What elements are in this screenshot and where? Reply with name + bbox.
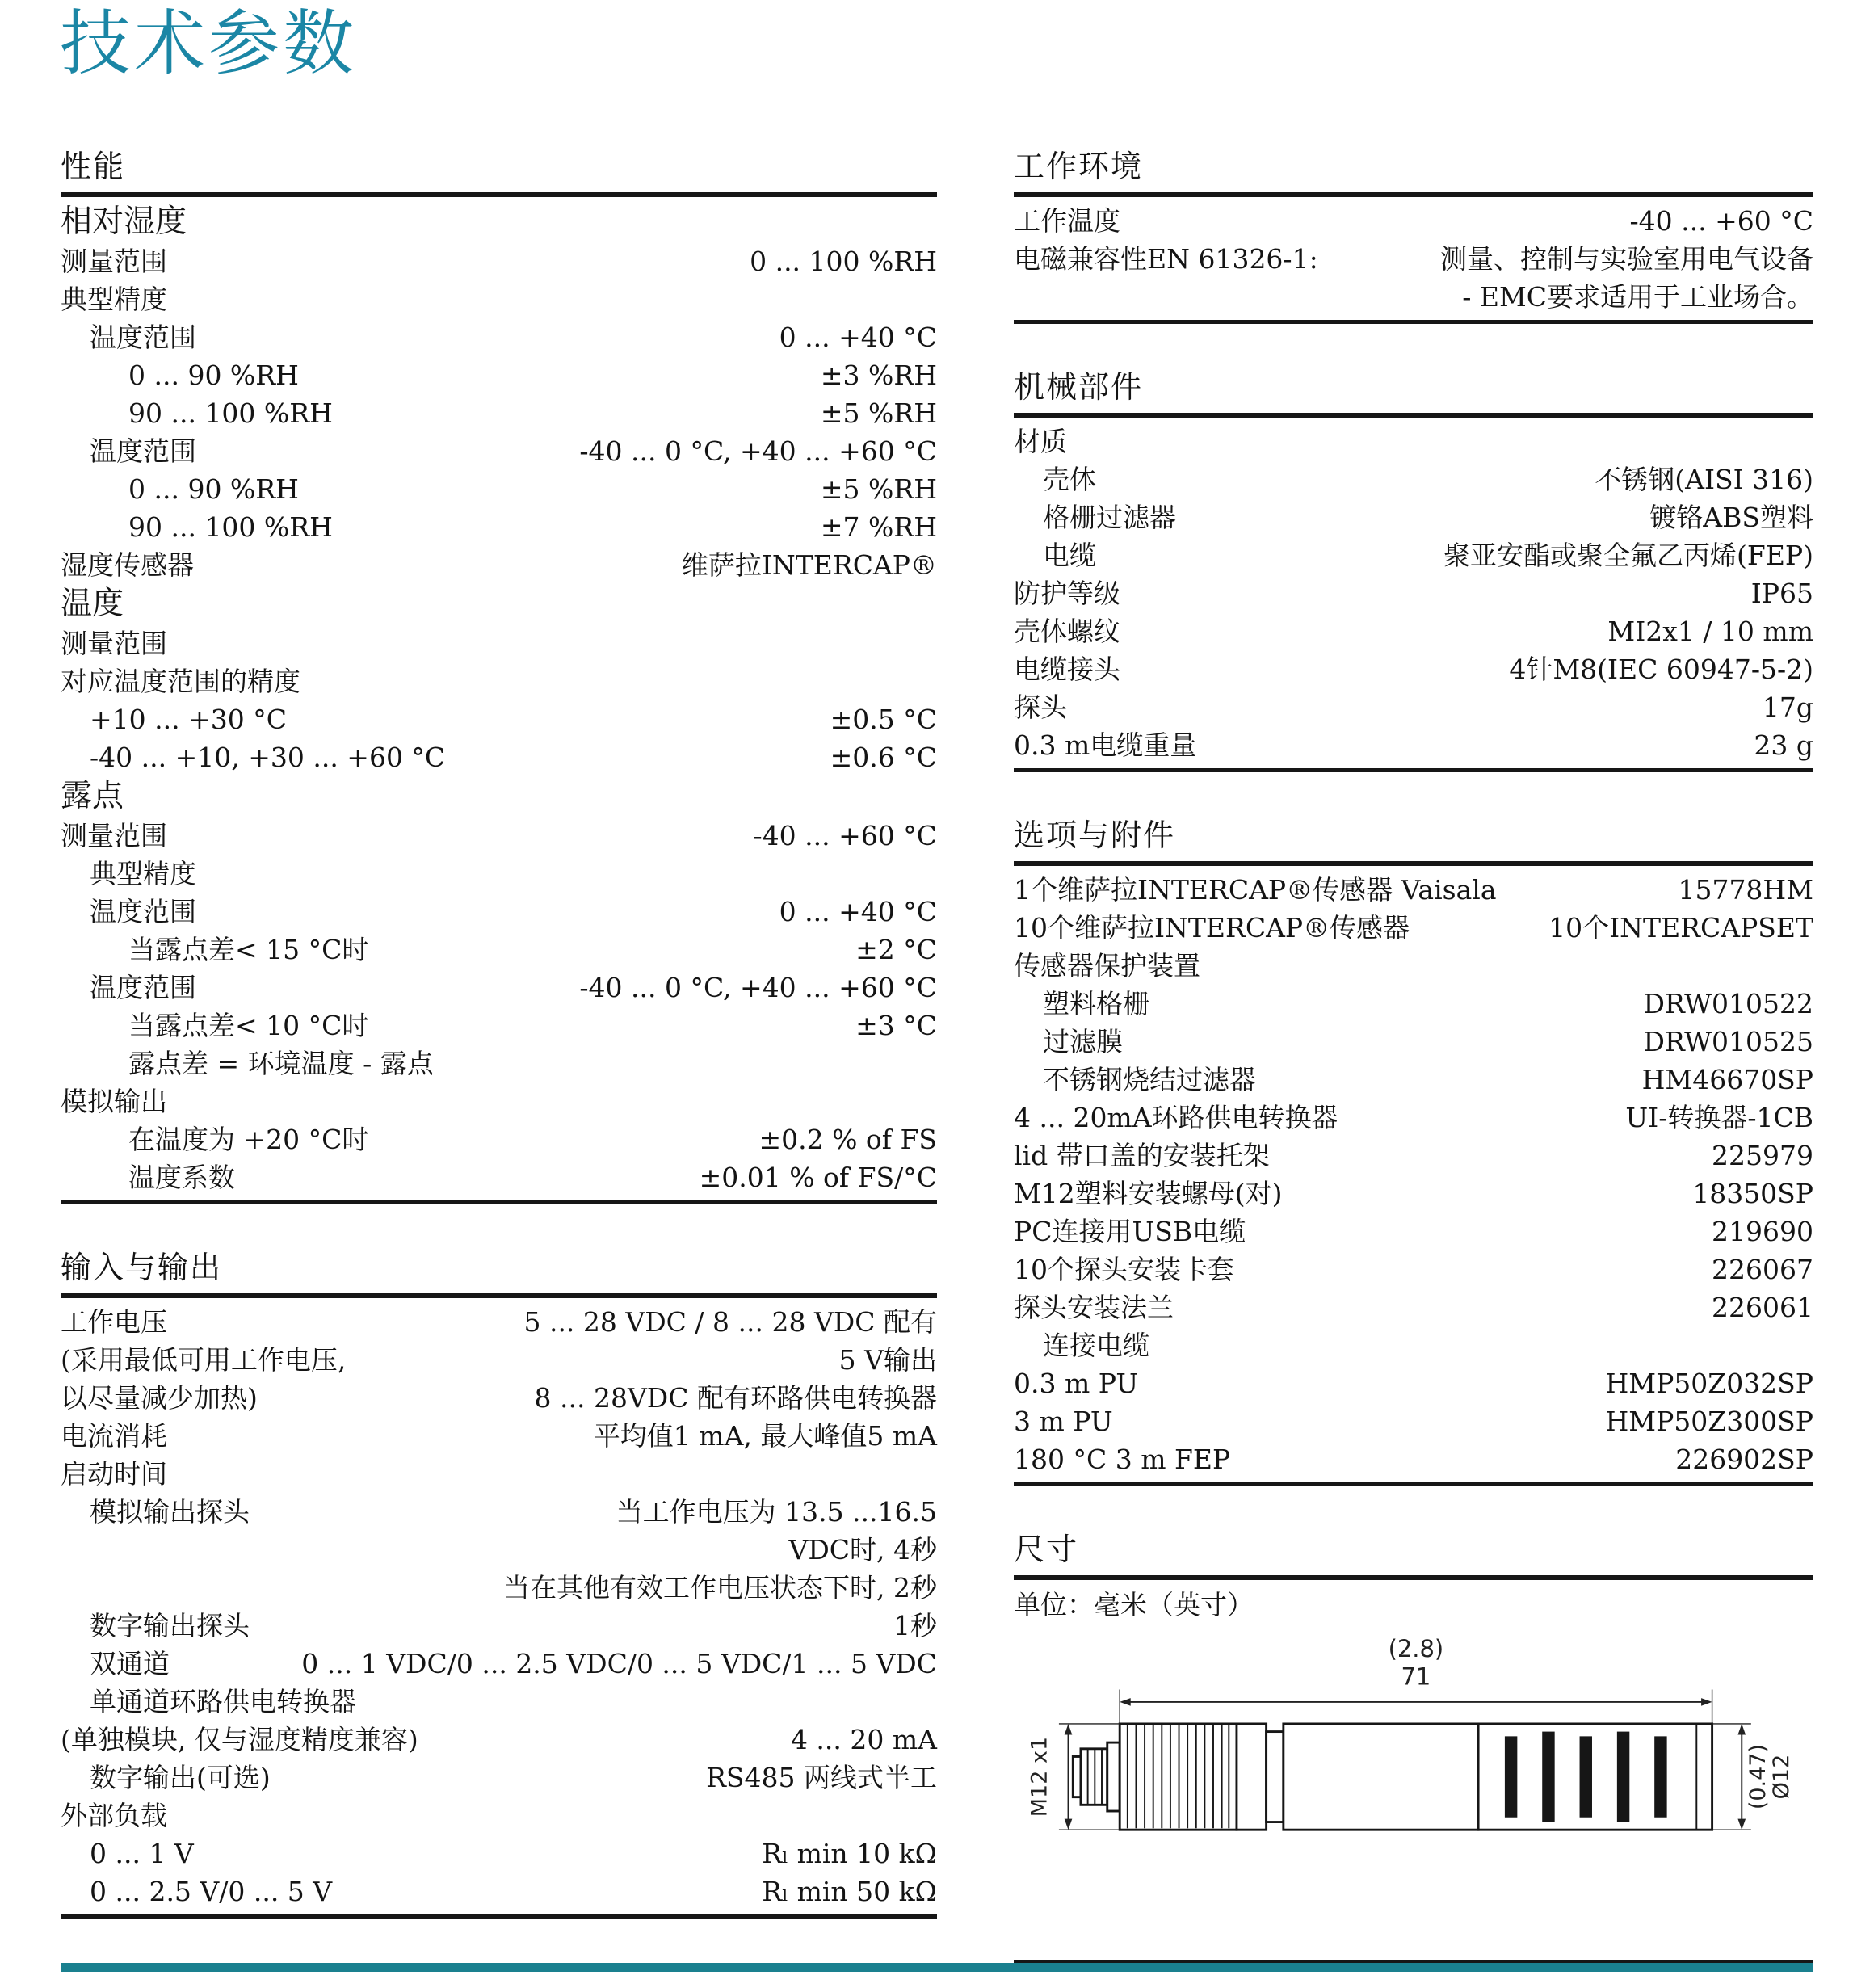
spec-value: 1秒 xyxy=(893,1610,937,1641)
spec-label: 测量范围 xyxy=(61,628,167,659)
spec-row xyxy=(61,1379,937,1417)
spec-label: 测量范围 xyxy=(61,246,167,277)
spec-row xyxy=(1014,909,1813,947)
spec-label: 壳体 xyxy=(1043,464,1096,495)
spec-label: -40 ... +10, +30 ... +60 °C xyxy=(90,742,446,773)
spec-row xyxy=(61,1721,937,1759)
spec-row xyxy=(61,202,937,242)
spec-section xyxy=(1014,811,1813,1486)
spec-value: 镀铬ABS塑料 xyxy=(1649,502,1813,533)
spec-value: ±5 %RH xyxy=(820,397,937,429)
spec-label: 90 ... 100 %RH xyxy=(128,397,333,429)
spec-label: 在温度为 +20 °C时 xyxy=(128,1124,369,1155)
spec-label: 4 ... 20mA环路供电转换器 xyxy=(1014,1102,1338,1133)
spec-label: 电磁兼容性EN 61326-1: xyxy=(1014,243,1318,275)
spec-row xyxy=(61,1455,937,1493)
spec-label: 电缆接头 xyxy=(1014,654,1120,685)
spec-row xyxy=(61,470,937,508)
right-column xyxy=(1014,142,1813,1988)
spec-row xyxy=(61,242,937,280)
spec-label: 0 ... 2.5 V/0 ... 5 V xyxy=(90,1876,333,1907)
spec-label: 外部负载 xyxy=(61,1800,167,1831)
section-heading: 尺寸 xyxy=(1014,1532,1079,1567)
spec-value: -40 ... +60 °C xyxy=(1629,205,1813,237)
dimensions-section xyxy=(1014,1525,1813,1964)
heading-rule xyxy=(61,192,937,197)
spec-value: 4针M8(IEC 60947-5-2) xyxy=(1509,654,1813,685)
spec-value: 测量、控制与实验室用电气设备 xyxy=(1440,243,1813,275)
spec-label: PC连接用USB电缆 xyxy=(1014,1216,1246,1247)
spec-value: ±2 °C xyxy=(855,934,937,965)
spec-label: 湿度传感器 xyxy=(61,549,194,581)
spec-value: Rₗ min 50 kΩ xyxy=(762,1876,937,1907)
spec-label: 10个维萨拉INTERCAP®传感器 xyxy=(1014,912,1410,944)
spec-label: 塑料格栅 xyxy=(1043,988,1149,1019)
spec-label: 露点 xyxy=(61,778,124,814)
section-end-rule xyxy=(1014,1482,1813,1486)
spec-label: 当露点差< 10 °C时 xyxy=(128,1010,369,1041)
spec-row xyxy=(61,624,937,662)
spec-value: IP65 xyxy=(1750,578,1813,609)
spec-label: 0 ... 90 %RH xyxy=(128,359,299,391)
spec-row xyxy=(61,700,937,738)
spec-label: M12塑料安装螺母(对) xyxy=(1014,1178,1283,1209)
left-column xyxy=(61,142,937,1957)
spec-row xyxy=(61,1158,937,1196)
spec-value: -40 ... 0 °C, +40 ... +60 °C xyxy=(579,435,937,467)
spec-label: 数字输出探头 xyxy=(90,1610,250,1641)
section-end-rule xyxy=(61,1914,937,1919)
section-end-rule xyxy=(1014,768,1813,772)
spec-label: 温度范围 xyxy=(90,435,196,467)
spec-label: 典型精度 xyxy=(61,284,167,315)
spec-value: 维萨拉INTERCAP® xyxy=(681,549,937,581)
spec-row xyxy=(61,1044,937,1082)
spec-value: UI-转换器-1CB xyxy=(1625,1102,1813,1133)
section-end-rule xyxy=(1014,320,1813,324)
spec-row xyxy=(61,776,937,817)
spec-value: 0 ... 100 %RH xyxy=(750,246,937,277)
spec-value: -40 ... 0 °C, +40 ... +60 °C xyxy=(579,972,937,1003)
spec-label: 工作温度 xyxy=(1014,205,1120,237)
section-heading: 输入与输出 xyxy=(61,1250,223,1285)
spec-value: DRW010522 xyxy=(1643,988,1813,1019)
spec-section xyxy=(1014,142,1813,324)
spec-label: +10 ... +30 °C xyxy=(90,704,287,735)
spec-row xyxy=(1014,650,1813,688)
spec-section xyxy=(61,1243,937,1919)
spec-value: ±0.5 °C xyxy=(830,704,937,735)
spec-value: 226902SP xyxy=(1675,1444,1813,1475)
section-heading: 机械部件 xyxy=(1014,369,1144,405)
spec-row xyxy=(61,1645,937,1683)
spec-value: 15778HM xyxy=(1678,874,1813,906)
spec-row xyxy=(1014,1023,1813,1061)
spec-row xyxy=(1014,422,1813,460)
spec-row xyxy=(61,1417,937,1455)
spec-row xyxy=(1014,1326,1813,1364)
spec-label: 连接电缆 xyxy=(1043,1330,1149,1361)
dim-length-mm: 71 xyxy=(1401,1662,1431,1691)
page-title: 技术参数 xyxy=(60,2,358,85)
spec-value: VDC时, 4秒 xyxy=(788,1534,937,1566)
spec-value: ±3 %RH xyxy=(820,359,937,391)
spec-value: 当工作电压为 13.5 ...16.5 xyxy=(616,1496,937,1528)
spec-value: HM46670SP xyxy=(1641,1064,1813,1095)
dim-thread-label: M12 x1 xyxy=(1027,1736,1053,1818)
right-column-sections xyxy=(1014,142,1813,1486)
spec-value: 平均值1 mA, 最大峰值5 mA xyxy=(593,1420,937,1452)
spec-label: 10个探头安装卡套 xyxy=(1014,1254,1234,1285)
spec-row xyxy=(1014,985,1813,1023)
spec-label: 壳体螺纹 xyxy=(1014,616,1120,647)
spec-row xyxy=(1014,278,1813,316)
two-column-layout xyxy=(61,142,1813,1988)
spec-value: - EMC要求适用于工业场合。 xyxy=(1462,281,1813,313)
spec-value: RS485 两线式半工 xyxy=(706,1762,937,1793)
spec-label: 格栅过滤器 xyxy=(1043,502,1176,533)
section-end-rule xyxy=(61,1200,937,1204)
heading-rule xyxy=(1014,861,1813,866)
spec-value: 当在其他有效工作电压状态下时, 2秒 xyxy=(503,1572,937,1603)
spec-value: 23 g xyxy=(1754,729,1813,761)
spec-row xyxy=(61,356,937,394)
spec-row xyxy=(61,1569,937,1607)
spec-section xyxy=(1014,363,1813,772)
spec-label: 传感器保护装置 xyxy=(1014,950,1200,981)
spec-row xyxy=(1014,688,1813,726)
spec-row xyxy=(1014,240,1813,278)
spec-row xyxy=(1014,1099,1813,1137)
spec-row xyxy=(61,318,937,356)
probe-dimension-drawing xyxy=(1014,1633,1813,1945)
spec-label: 双通道 xyxy=(90,1648,170,1679)
spec-value: 不锈钢(AISI 316) xyxy=(1595,464,1813,495)
spec-label: 0 ... 1 V xyxy=(90,1838,194,1869)
spec-label: 180 °C 3 m FEP xyxy=(1014,1444,1231,1475)
dim-diameter-inches: (0.47) xyxy=(1746,1743,1771,1810)
spec-label: 启动时间 xyxy=(61,1458,167,1490)
spec-row xyxy=(1014,1213,1813,1250)
spec-row xyxy=(1014,498,1813,536)
spec-row xyxy=(61,817,937,855)
spec-row xyxy=(61,1683,937,1721)
spec-value: 0 ... +40 °C xyxy=(779,322,937,353)
spec-value: 0 ... +40 °C xyxy=(779,896,937,927)
spec-label: 探头安装法兰 xyxy=(1014,1292,1174,1323)
spec-label: 0.3 m电缆重量 xyxy=(1014,729,1197,761)
spec-value: 226061 xyxy=(1712,1292,1813,1323)
spec-row xyxy=(61,394,937,432)
spec-value: 5 ... 28 VDC / 8 ... 28 VDC 配有 xyxy=(523,1306,937,1338)
unit-note-row xyxy=(1014,1585,1813,1625)
spec-row xyxy=(1014,536,1813,574)
spec-value: ±3 °C xyxy=(855,1010,937,1041)
spec-row xyxy=(1014,1402,1813,1440)
spec-row xyxy=(1014,612,1813,650)
spec-label: 90 ... 100 %RH xyxy=(128,511,333,543)
spec-label: 探头 xyxy=(1014,691,1067,723)
spec-label: 温度范围 xyxy=(90,972,196,1003)
spec-row xyxy=(61,1120,937,1158)
spec-label: 模拟输出探头 xyxy=(90,1496,250,1528)
spec-row xyxy=(61,546,937,584)
spec-value: 18350SP xyxy=(1692,1178,1813,1209)
spec-value: 4 ... 20 mA xyxy=(790,1724,937,1755)
section-heading: 选项与附件 xyxy=(1014,817,1176,853)
spec-label: 1个维萨拉INTERCAP®传感器 Vaisala xyxy=(1014,874,1497,906)
spec-value: DRW010525 xyxy=(1643,1026,1813,1057)
spec-row xyxy=(61,738,937,776)
spec-label: 对应温度范围的精度 xyxy=(61,666,300,697)
spec-row xyxy=(61,1531,937,1569)
dim-diameter-mm: Ø12 xyxy=(1769,1754,1795,1800)
spec-row xyxy=(1014,574,1813,612)
spec-row xyxy=(1014,726,1813,764)
spec-row xyxy=(61,969,937,1007)
spec-label: 3 m PU xyxy=(1014,1406,1113,1437)
spec-row xyxy=(61,1303,937,1341)
unit-note: 单位：毫米（英寸） xyxy=(1014,1589,1254,1620)
spec-label: 材质 xyxy=(1014,426,1067,457)
spec-row xyxy=(1014,1137,1813,1175)
spec-section xyxy=(61,142,937,1204)
spec-value: Rₗ min 10 kΩ xyxy=(762,1838,937,1869)
spec-label: 数字输出(可选) xyxy=(90,1762,271,1793)
spec-label: 测量范围 xyxy=(61,820,167,851)
spec-label: 温度范围 xyxy=(90,322,196,353)
heading-rule xyxy=(1014,192,1813,197)
spec-value: HMP50Z300SP xyxy=(1605,1406,1813,1437)
spec-value: -40 ... +60 °C xyxy=(753,820,937,851)
spec-row xyxy=(1014,460,1813,498)
spec-row xyxy=(61,1082,937,1120)
spec-row xyxy=(61,1007,937,1044)
spec-label: 温度范围 xyxy=(90,896,196,927)
spec-value: ±0.2 % of FS xyxy=(758,1124,937,1155)
spec-label: 单通道环路供电转换器 xyxy=(90,1686,356,1717)
spec-value: HMP50Z032SP xyxy=(1605,1368,1813,1399)
spec-row xyxy=(61,1797,937,1835)
spec-row xyxy=(1014,1061,1813,1099)
spec-value: 225979 xyxy=(1712,1140,1813,1171)
spec-label: 0.3 m PU xyxy=(1014,1368,1139,1399)
spec-value: ±0.6 °C xyxy=(830,742,937,773)
spec-label: 防护等级 xyxy=(1014,578,1120,609)
spec-value: ±5 %RH xyxy=(820,473,937,505)
spec-label: 典型精度 xyxy=(90,858,196,889)
spec-label: 不锈钢烧结过滤器 xyxy=(1043,1064,1256,1095)
spec-value: MI2x1 / 10 mm xyxy=(1607,616,1813,647)
spec-label: 露点差 = 环境温度 - 露点 xyxy=(128,1048,434,1079)
spec-label: (单独模块, 仅与湿度精度兼容) xyxy=(61,1724,418,1755)
spec-label: 电缆 xyxy=(1043,540,1096,571)
length-dimension-line xyxy=(1120,1689,1712,1723)
spec-row xyxy=(61,1607,937,1645)
heading-rule xyxy=(1014,413,1813,418)
spec-row xyxy=(61,508,937,546)
spec-value: 10个INTERCAPSET xyxy=(1548,912,1813,944)
spec-value: 0 ... 1 VDC/0 ... 2.5 VDC/0 ... 5 VDC/1 ... 5 VDC xyxy=(301,1648,937,1679)
spec-row xyxy=(61,584,937,624)
spec-label: 以尽量减少加热) xyxy=(61,1382,258,1414)
spec-row xyxy=(61,1759,937,1797)
spec-label: 过滤膜 xyxy=(1043,1026,1123,1057)
spec-value: ±0.01 % of FS/°C xyxy=(699,1162,937,1193)
spec-row xyxy=(61,662,937,700)
spec-label: 温度 xyxy=(61,586,124,622)
spec-row xyxy=(61,1872,937,1910)
spec-label: (采用最低可用工作电压, xyxy=(61,1344,347,1376)
spec-row xyxy=(1014,1288,1813,1326)
spec-label: 当露点差< 15 °C时 xyxy=(128,934,369,965)
spec-row xyxy=(61,432,937,470)
spec-value: 8 ... 28VDC 配有环路供电转换器 xyxy=(534,1382,937,1414)
spec-row xyxy=(61,1341,937,1379)
spec-label: lid 带口盖的安装托架 xyxy=(1014,1140,1270,1171)
spec-row xyxy=(1014,1250,1813,1288)
spec-value: 17g xyxy=(1762,691,1813,723)
spec-row xyxy=(61,855,937,893)
spec-value: ±7 %RH xyxy=(820,511,937,543)
heading-rule xyxy=(1014,1575,1813,1580)
spec-row xyxy=(61,1835,937,1872)
footer-accent-bar xyxy=(61,1963,1813,1972)
spec-row xyxy=(1014,1175,1813,1213)
spec-value: 聚亚安酯或聚全氟乙丙烯(FEP) xyxy=(1443,540,1813,571)
spec-row xyxy=(61,893,937,931)
spec-value: 219690 xyxy=(1712,1216,1813,1247)
spec-row xyxy=(1014,947,1813,985)
spec-label: 工作电压 xyxy=(61,1306,167,1338)
spec-label: 电流消耗 xyxy=(61,1420,167,1452)
spec-row xyxy=(1014,1440,1813,1478)
dim-length-inches: (2.8) xyxy=(1388,1634,1444,1662)
spec-value: 226067 xyxy=(1712,1254,1813,1285)
probe-outline xyxy=(1073,1724,1712,1830)
spec-value: 5 V输出 xyxy=(838,1344,937,1376)
spec-row xyxy=(61,931,937,969)
section-heading: 工作环境 xyxy=(1014,149,1144,184)
spec-row xyxy=(1014,1364,1813,1402)
spec-row xyxy=(1014,871,1813,909)
spec-label: 模拟输出 xyxy=(61,1086,167,1117)
spec-label: 温度系数 xyxy=(128,1162,235,1193)
spec-row xyxy=(61,1493,937,1531)
section-heading: 性能 xyxy=(61,149,126,184)
spec-label: 0 ... 90 %RH xyxy=(128,473,299,505)
heading-rule xyxy=(61,1293,937,1298)
spec-row xyxy=(1014,202,1813,240)
spec-row xyxy=(61,280,937,318)
spec-label: 相对湿度 xyxy=(61,204,187,240)
